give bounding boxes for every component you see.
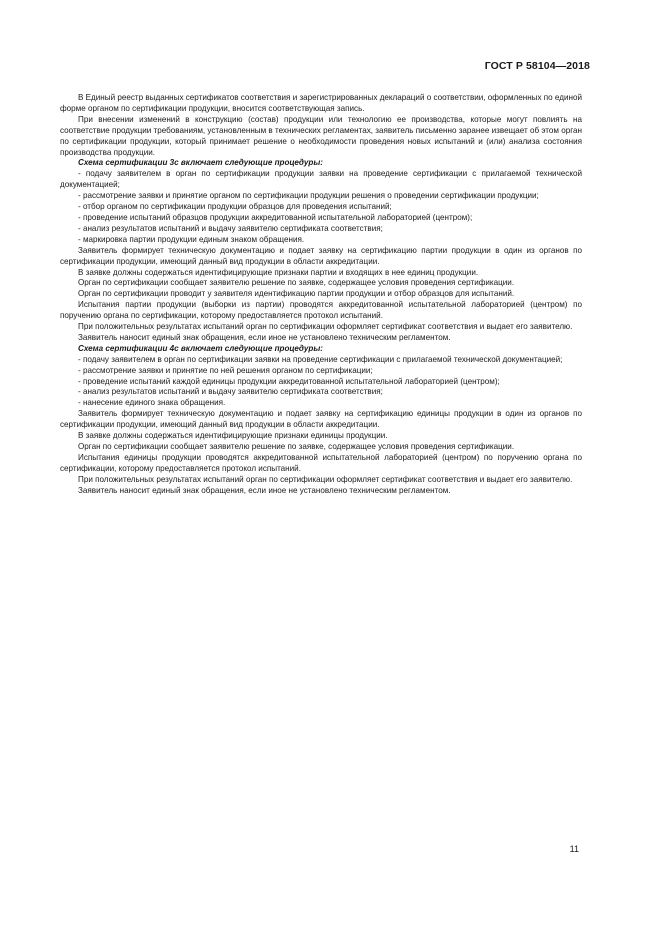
- body-paragraph: При положительных результатах испытаний орган по сертификации оформляет сертификат соответствия и выдает его заявителю.: [78, 474, 573, 484]
- list-item: - маркировка партии продукции единым знаком обращения.: [78, 234, 305, 244]
- body-paragraph: Орган по сертификации проводит у заявителя идентификацию партии продукции и отбор образцов для испытаний.: [78, 289, 515, 299]
- body-paragraph: При внесении изменений в конструкцию (состав) продукции или технологию ее производства, которые могут повлиять на соответствие продукции требованиям, установленным в технических регламентах, заявитель письменно заранее извещает об этом орган по сертификации продукции, который принимает решение о необходимости проведения новых испытаний и (или) анализа состояния производства продукции.: [60, 114, 582, 157]
- section-heading: Схема сертификации 3с включает следующие процедуры:: [78, 158, 323, 168]
- page-number: 11: [569, 844, 579, 854]
- list-item: - подачу заявителем в орган по сертификации заявки на проведение сертификации с прилагаемой технической документацией;: [78, 354, 563, 364]
- body-paragraph: При положительных результатах испытаний орган по сертификации оформляет сертификат соответствия и выдает его заявителю.: [78, 322, 573, 332]
- document-header: ГОСТ Р 58104—2018: [484, 60, 590, 72]
- document-body: [60, 93, 582, 497]
- body-paragraph: В заявке должны содержаться идентифицирующие признаки единицы продукции.: [78, 431, 388, 441]
- section-heading: Схема сертификации 4с включает следующие процедуры:: [78, 343, 323, 353]
- body-paragraph: Орган по сертификации сообщает заявителю решение по заявке, содержащее условия проведения сертификации.: [78, 278, 515, 288]
- body-paragraph: Испытания единицы продукции проводятся аккредитованной испытательной лабораторией (центром) по поручению органа по сертификации, которому предоставляется протокол испытаний.: [60, 452, 582, 473]
- list-item: - анализ результатов испытаний и выдачу заявителю сертификата соответствия;: [78, 387, 383, 397]
- body-paragraph: Орган по сертификации сообщает заявителю решение по заявке, содержащее условия проведения сертификации.: [78, 442, 515, 451]
- list-item: - подачу заявителем в орган по сертификации продукции заявки на проведение сертификации с прилагаемой технической документацией;: [60, 169, 582, 190]
- body-paragraph: Заявитель формирует техническую документацию и подает заявку на сертификацию единицы продукции в один из органов по сертификации продукции, имеющий данный вид продукции в области аккредитации.: [60, 409, 582, 430]
- list-item: - проведение испытаний каждой единицы продукции аккредитованной испытательной лабораторией (центром);: [78, 376, 500, 386]
- body-paragraph: Заявитель наносит единый знак обращения, если иное не установлено техническим регламентом.: [78, 485, 451, 495]
- body-paragraph: Заявитель формирует техническую документацию и подает заявку на сертификацию партии продукции в один из органов по сертификации продукции, имеющий данный вид продукции в области аккредитации.: [60, 245, 582, 266]
- body-paragraph: Заявитель наносит единый знак обращения, если иное не установлено техническим регламентом.: [78, 332, 451, 342]
- list-item: - отбор органом по сертификации продукции образцов для проведения испытаний;: [78, 202, 392, 212]
- body-paragraph: В Единый реестр выданных сертификатов соответствия и зарегистрированных деклараций о соответствии, оформленных по единой форме органом по сертификации продукции, вносится соответствующая запись.: [60, 93, 582, 113]
- list-item: - рассмотрение заявки и принятие органом по сертификации продукции решения о проведении сертификации продукции;: [78, 191, 539, 201]
- list-item: - нанесение единого знака обращения.: [78, 398, 226, 408]
- list-item: - рассмотрение заявки и принятие по ней решения органом по сертификации;: [78, 365, 373, 375]
- body-paragraph: В заявке должны содержаться идентифицирующие признаки партии и входящих в нее единиц продукции.: [78, 267, 479, 277]
- list-item: - анализ результатов испытаний и выдачу заявителю сертификата соответствия;: [78, 223, 383, 233]
- body-paragraph: Испытания партии продукции (выборки из партии) проводятся аккредитованной испытательной лабораторией (центром) по поручению органа по сертификации, которому предоставляется протокол испытаний.: [60, 300, 582, 321]
- list-item: - проведение испытаний образцов продукции аккредитованной испытательной лабораторией (центром);: [78, 212, 473, 222]
